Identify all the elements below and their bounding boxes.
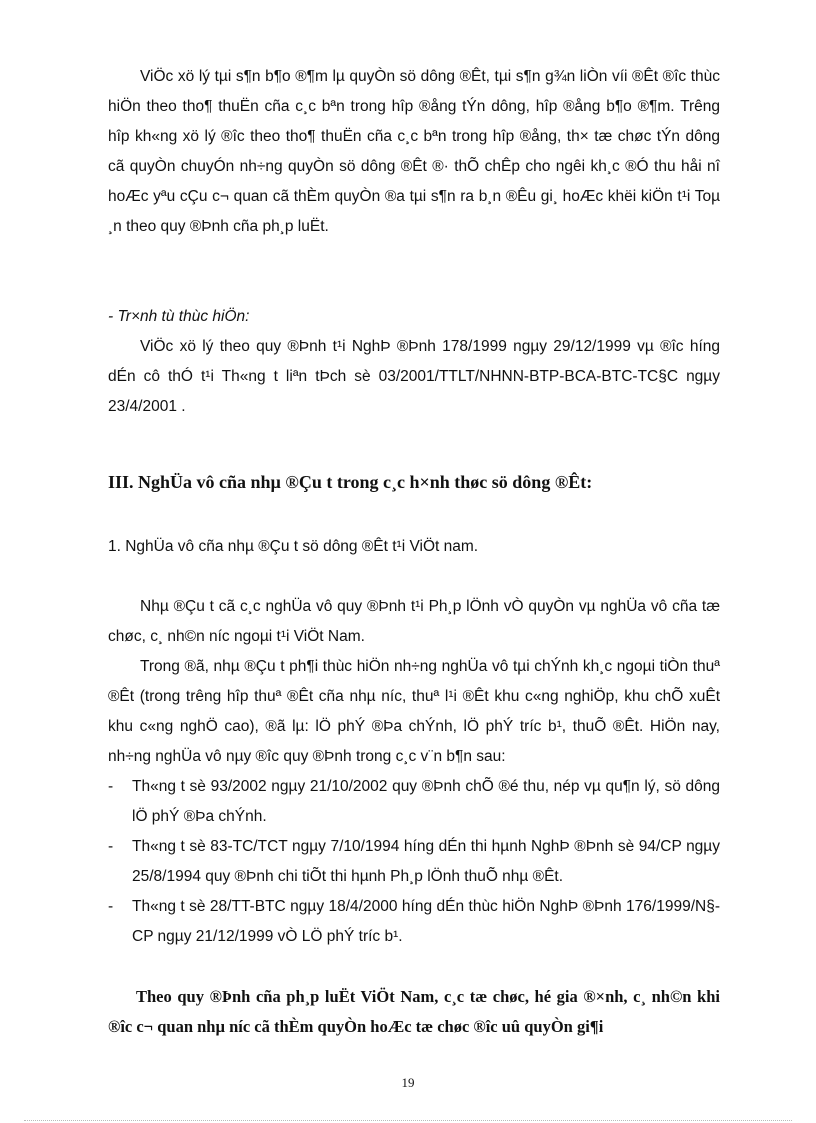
paragraph-collateral-handling: ViÖc xö lý tµi s¶n b¶o ®¶m lµ quyÒn sö dông ®Êt, tµi s¶n g¾n liÒn víi ®Êt ®îc thùc hiÖn theo tho¶ thuËn cña c¸c bªn trong hîp ®ång tÝn dông, hîp ®ång b¶o ®¶m. Trêng hîp kh«ng xö lý ®îc theo tho¶ thuËn cña c¸c bªn trong hîp ®ång, th× tæ chøc tÝn dông cã quyÒn chuyÓn nh÷ng quyÒn sö dông ®Êt ®· thÕ chÊp cho ngêi kh¸c ®Ó thu håi nî hoÆc yªu cÇu c¬ quan cã thÈm quyÒn ®a tµi s¶n ra b¸n ®Êu gi¸ hoÆc khëi kiÖn t¹i Toµ ¸n theo quy ®Þnh cña ph¸p luËt. — [108, 68, 720, 235]
list-item-text: Th«ng t sè 28/TT-BTC ngµy 18/4/2000 híng dÉn thùc hiÖn NghÞ ®Þnh 176/1999/N§-CP ngµy 21/12/1999 vÒ LÖ phÝ tríc b¹. — [132, 898, 720, 945]
paragraph-legal-provisions: Theo quy ®Þnh cña ph¸p luËt ViÖt Nam, c¸c tæ chøc, hé gia ®×nh, c¸ nh©n khi ®îc c¬ quan nhµ níc cã thÈm quyÒn hoÆc tæ chøc ®îc uû quyÒn gi¶i — [108, 987, 720, 1036]
paragraph-obligations: Nhµ ®Çu t cã c¸c nghÜa vô quy ®Þnh t¹i Ph¸p lÖnh vÒ quyÒn vµ nghÜa vô cña tæ chøc, c¸ nh©n níc ngoµi t¹i ViÖt Nam. — [108, 598, 720, 645]
dash-marker: - — [108, 898, 114, 915]
regulation-list — [108, 772, 720, 952]
procedure-heading: - Tr×nh tù thùc hiÖn: — [108, 308, 250, 325]
list-item — [108, 772, 720, 832]
sub-heading: 1. NghÜa vô cña nhµ ®Çu t sö dông ®Êt t¹i ViÖt nam. — [108, 538, 479, 555]
dash-marker: - — [108, 838, 114, 855]
paragraph-financial-obligations: Trong ®ã, nhµ ®Çu t ph¶i thùc hiÖn nh÷ng nghÜa vô tµi chÝnh kh¸c ngoµi tiÒn thuª ®Êt (trong trêng hîp thuª ®Êt cña nhµ níc, thuª l¹i ®Êt khu c«ng nghiÖp, khu chÕ xuÊt khu c«ng nghÖ cao), ®ã lµ: lÖ phÝ ®Þa chÝnh, lÖ phÝ tríc b¹, thuÕ ®Êt. HiÖn nay, nh÷ng nghÜa vô nµy ®îc quy ®Þnh trong c¸c v¨n b¶n sau: — [108, 658, 720, 765]
list-item — [108, 832, 720, 892]
list-item — [108, 892, 720, 952]
section-heading: III. NghÜa vô cña nhµ ®Çu t trong c¸c h×nh thøc sö dông ®Êt: — [108, 472, 593, 492]
paragraph-procedure: ViÖc xö lý theo quy ®Þnh t¹i NghÞ ®Þnh 178/1999 ngµy 29/12/1999 vµ ®îc híng dÉn cô thÓ t¹i Th«ng t liªn tÞch sè 03/2001/TTLT/NHNN-BTP-BCA-BTC-TC§C ngµy 23/4/2001 . — [108, 338, 720, 415]
list-item-text: Th«ng t sè 93/2002 ngµy 21/10/2002 quy ®Þnh chÕ ®é thu, nép vµ qu¶n lý, sö dông lÖ phÝ ®Þa chÝnh. — [132, 778, 720, 825]
page-number: 19 — [401, 1075, 415, 1090]
page-bottom-divider — [24, 1120, 792, 1121]
list-item-text: Th«ng t sè 83-TC/TCT ngµy 7/10/1994 híng dÉn thi hµnh NghÞ ®Þnh sè 94/CP ngµy 25/8/1994 quy ®Þnh chi tiÕt thi hµnh Ph¸p lÖnh thuÕ nhµ ®Êt. — [132, 838, 720, 885]
dash-marker: - — [108, 778, 114, 795]
